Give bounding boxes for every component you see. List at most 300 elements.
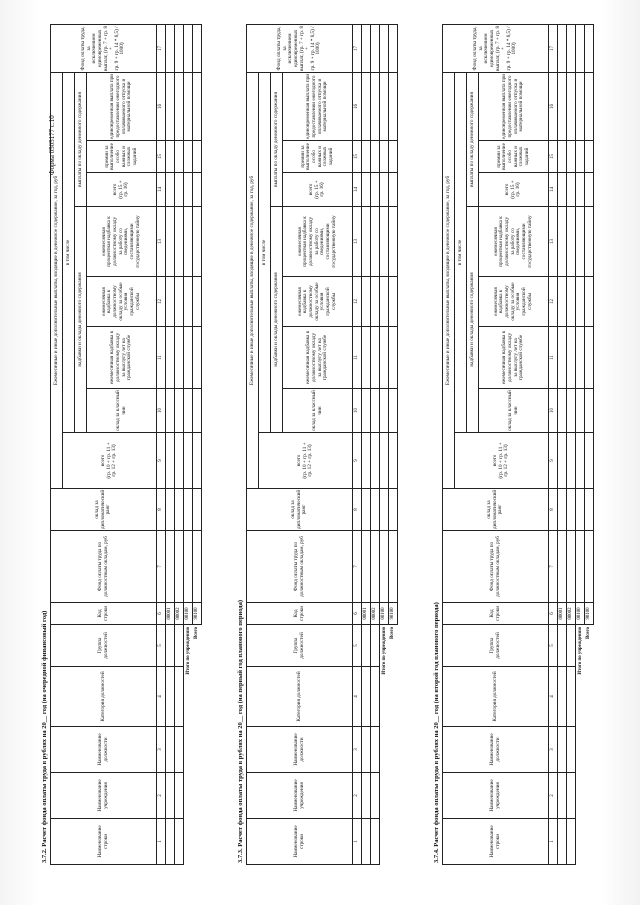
column-number: 9 [353,433,362,489]
data-cell[interactable] [558,667,567,727]
column-number: 15 [157,141,166,173]
data-cell[interactable] [371,173,380,207]
data-cell[interactable] [193,277,202,327]
column-header: Наименование должности [443,727,549,773]
column-header: ежемесячная процентная надбавка к должностному окладу за работу со сведениями, составляющими государственную тайну [283,207,353,277]
group-header: надбавки и оклады денежного содержания [467,207,479,433]
data-cell[interactable] [371,433,380,489]
total-row [389,24,398,864]
data-cell[interactable] [576,24,585,72]
section-title: 3.7.3. Расчет фонда оплаты труда в рублях на 20__ год (на первый год планового периода) [237,600,244,863]
column-number: 10 [353,389,362,433]
data-cell[interactable] [558,24,567,72]
data-cell[interactable] [184,72,193,140]
data-cell[interactable] [576,389,585,433]
data-cell[interactable] [371,773,380,819]
data-cell[interactable] [175,389,184,433]
total-row-label: Всего [390,627,396,639]
column-header: Фонд оплаты труда по должностным окладам, руб [247,531,353,603]
column-header: Наименование строки [443,819,549,865]
column-header: Фонд оплаты труда по должностным окладам, руб [51,531,157,603]
data-cell[interactable] [166,819,175,865]
data-cell[interactable] [585,327,594,389]
data-cell[interactable] [558,141,567,173]
fot-table [50,24,202,865]
column-header: всего (гр. 10 + гр. 11 + гр. 12 + гр. 13) [259,433,353,489]
data-cell[interactable] [567,327,576,389]
data-cell[interactable] [362,625,371,667]
data-cell[interactable] [389,173,398,207]
data-cell[interactable] [362,489,371,531]
data-cell[interactable] [576,277,585,327]
total-row-label: Всего [586,627,592,639]
fot-table [442,24,594,865]
data-cell[interactable] [558,389,567,433]
data-cell[interactable] [175,667,184,727]
column-header: Фонд оплаты труда по должностным окладам, руб [443,531,549,603]
data-cell[interactable] [166,277,175,327]
data-cell[interactable] [193,531,202,603]
section [432,25,594,865]
data-cell[interactable] [576,72,585,140]
data-cell[interactable] [371,389,380,433]
data-cell[interactable] [193,433,202,489]
data-cell[interactable] [567,819,576,865]
data-cell[interactable] [362,773,371,819]
column-number: 2 [353,773,362,819]
data-cell[interactable] [371,277,380,327]
column-header: оклад за классный чин [283,389,353,433]
data-cell[interactable] [585,207,594,277]
data-cell[interactable] [166,625,175,667]
data-cell[interactable] [585,72,594,140]
column-number: 12 [157,277,166,327]
data-cell[interactable] [175,173,184,207]
section [40,25,202,865]
row-code: 00001 [558,603,567,625]
data-cell[interactable] [362,327,371,389]
data-cell[interactable] [389,489,398,531]
data-cell[interactable] [585,24,594,72]
data-cell[interactable] [380,433,389,489]
column-header: единовременная выплата при предоставлении ежегодного оплачиваемого отпуска и материальной помощи [87,72,157,140]
data-cell[interactable] [371,667,380,727]
data-cell[interactable] [371,727,380,773]
data-cell[interactable] [558,277,567,327]
row-code: 00100 [380,603,389,625]
data-cell[interactable] [558,773,567,819]
row-code: 00100 [184,603,193,625]
data-cell[interactable] [193,489,202,531]
data-cell[interactable] [380,24,389,72]
column-number: 9 [549,433,558,489]
data-cell[interactable] [175,141,184,173]
column-header: Код строки [443,603,549,625]
data-cell[interactable] [585,173,594,207]
column-header: всего (гр. 15 + гр. 16) [283,173,353,207]
data-cell[interactable] [184,173,193,207]
column-header: всего (гр. 10 + гр. 11 + гр. 12 + гр. 13) [63,433,157,489]
column-header: всего (гр. 15 + гр. 16) [87,173,157,207]
table-row [558,24,567,864]
column-header: Группа должностей [247,625,353,667]
column-number: 7 [549,531,558,603]
column-number: 13 [549,207,558,277]
row-code: 00002 [567,603,576,625]
column-number: 3 [157,727,166,773]
group-header: Ежемесячные и иные дополнительные выплаты, входящие в денежное содержание, за год, руб [51,72,63,488]
data-cell[interactable] [576,531,585,603]
data-cell[interactable] [371,489,380,531]
subtotal-row [380,24,389,864]
group-header: в том числе [63,72,75,432]
data-cell[interactable] [585,531,594,603]
column-header: Категория должностей [443,667,549,727]
data-cell[interactable] [166,531,175,603]
data-cell[interactable] [567,667,576,727]
data-cell[interactable] [193,327,202,389]
column-header: ежемесячная надбавка к должностному окладу за особые условия гражданской службы [87,277,157,327]
row-code: 90100 [585,603,594,625]
data-cell[interactable] [362,667,371,727]
column-header: Фонд оплаты труда, за исключением единовременных выплат, (гр. 7 + гр. 8 + гр. 9 + гр. 14 * 8,5) / 1000) [443,24,549,72]
column-header: единовременная выплата при предоставлении ежегодного оплачиваемого отпуска и материальной помощи [479,72,549,140]
column-header: оклад за классный чин [479,389,549,433]
row-code: 00001 [362,603,371,625]
group-header: выплаты по окладу денежного содержания [271,72,283,206]
data-cell[interactable] [380,277,389,327]
group-header: Ежемесячные и иные дополнительные выплаты, входящие в денежное содержание, за год, руб [443,72,455,488]
subtotal-row-label: Итого по учреждению [185,627,191,675]
column-header: ежемесячная процентная надбавка к должностному окладу за работу со сведениями, составляющими государственную тайну [479,207,549,277]
data-cell[interactable] [166,72,175,140]
column-number: 17 [157,24,166,72]
subtotal-row [576,24,585,864]
data-cell[interactable] [558,327,567,389]
column-number: 12 [549,277,558,327]
column-number: 13 [157,207,166,277]
column-header: Фонд оплаты труда, за исключением единовременных выплат, (гр. 7 + гр. 8 + гр. 9 + гр. 14 * 8,5) / 1000) [51,24,157,72]
data-cell[interactable] [175,207,184,277]
data-cell[interactable] [193,72,202,140]
column-header: премии за выполнение особо важных и сложных заданий [479,141,549,173]
data-cell[interactable] [166,667,175,727]
data-cell[interactable] [184,433,193,489]
data-cell[interactable] [585,141,594,173]
column-header: Наименование учреждения [51,773,157,819]
data-cell[interactable] [166,173,175,207]
column-number: 16 [549,72,558,140]
data-cell[interactable] [380,72,389,140]
data-cell[interactable] [371,141,380,173]
data-cell[interactable] [193,24,202,72]
column-header: оклад за дипломатический ранг [51,489,157,531]
data-cell[interactable] [175,433,184,489]
data-cell[interactable] [362,727,371,773]
data-cell[interactable] [166,24,175,72]
column-header: ежемесячная надбавка к должностному окладу за особые условия гражданской службы [283,277,353,327]
column-header: оклад за классный чин [87,389,157,433]
data-cell[interactable] [389,389,398,433]
total-row-label: Всего [194,627,200,639]
data-cell[interactable] [362,173,371,207]
column-number: 11 [353,327,362,389]
data-cell[interactable] [389,24,398,72]
data-cell[interactable] [380,141,389,173]
data-cell[interactable] [175,773,184,819]
data-cell[interactable] [389,327,398,389]
column-header: Наименование должности [51,727,157,773]
data-cell[interactable] [380,389,389,433]
data-cell[interactable] [175,727,184,773]
column-header: ежемесячная надбавка к должностному окладу за выслугу лет на гражданской службе [87,327,157,389]
data-cell[interactable] [184,24,193,72]
data-cell[interactable] [166,207,175,277]
column-header: ежемесячная надбавка к должностному окладу за выслугу лет на гражданской службе [479,327,549,389]
column-number: 7 [353,531,362,603]
data-cell[interactable] [362,277,371,327]
column-number: 16 [157,72,166,140]
column-number: 9 [157,433,166,489]
data-cell[interactable] [576,173,585,207]
data-cell[interactable] [166,727,175,773]
data-cell[interactable] [193,207,202,277]
data-cell[interactable] [389,433,398,489]
row-code: 00001 [166,603,175,625]
column-number: 14 [549,173,558,207]
data-cell[interactable] [166,327,175,389]
column-number: 5 [549,625,558,667]
column-header: премии за выполнение особо важных и сложных заданий [283,141,353,173]
total-row [193,24,202,864]
data-cell[interactable] [567,207,576,277]
data-cell[interactable] [184,207,193,277]
column-header: Код строки [247,603,353,625]
data-cell[interactable] [175,277,184,327]
column-number: 11 [549,327,558,389]
column-number: 17 [549,24,558,72]
column-number: 1 [353,819,362,865]
column-header: Наименование учреждения [247,773,353,819]
data-cell[interactable] [585,389,594,433]
data-cell[interactable] [567,531,576,603]
column-number: 5 [353,625,362,667]
data-cell[interactable] [371,24,380,72]
data-cell[interactable] [362,433,371,489]
data-cell[interactable] [166,489,175,531]
data-cell[interactable] [175,489,184,531]
form-code: Форма 0505177 с.10 [48,115,56,175]
column-number: 8 [549,489,558,531]
data-cell[interactable] [389,277,398,327]
column-number: 4 [353,667,362,727]
column-number: 14 [353,173,362,207]
column-number: 6 [549,603,558,625]
data-cell[interactable] [184,531,193,603]
column-header: Группа должностей [443,625,549,667]
row-code: 00002 [175,603,184,625]
row-code: 90100 [193,603,202,625]
data-cell[interactable] [576,433,585,489]
data-cell[interactable] [567,141,576,173]
column-header: всего (гр. 15 + гр. 16) [479,173,549,207]
data-cell[interactable] [371,531,380,603]
column-number: 11 [157,327,166,389]
data-cell[interactable] [558,625,567,667]
column-number: 6 [353,603,362,625]
data-cell[interactable] [576,327,585,389]
column-number: 1 [157,819,166,865]
data-cell[interactable] [175,72,184,140]
data-cell[interactable] [371,207,380,277]
data-cell[interactable] [567,277,576,327]
data-cell[interactable] [166,389,175,433]
data-cell[interactable] [567,433,576,489]
data-cell[interactable] [558,72,567,140]
column-header: Наименование строки [51,819,157,865]
data-cell[interactable] [576,489,585,531]
column-number: 3 [549,727,558,773]
data-cell[interactable] [166,773,175,819]
data-cell[interactable] [576,141,585,173]
data-cell[interactable] [184,141,193,173]
data-cell[interactable] [166,433,175,489]
column-number: 10 [549,389,558,433]
data-cell[interactable] [567,489,576,531]
column-number: 1 [549,819,558,865]
row-code: 90100 [389,603,398,625]
data-cell[interactable] [362,24,371,72]
data-cell[interactable] [585,277,594,327]
column-number: 7 [157,531,166,603]
data-cell[interactable] [558,173,567,207]
column-number: 13 [353,207,362,277]
data-cell[interactable] [193,141,202,173]
table-row [567,24,576,864]
data-cell[interactable] [166,141,175,173]
section [236,25,398,865]
group-header: надбавки и оклады денежного содержания [271,207,283,433]
column-number: 2 [549,773,558,819]
data-cell[interactable] [362,141,371,173]
data-cell[interactable] [389,531,398,603]
data-cell[interactable] [558,433,567,489]
data-cell[interactable] [193,173,202,207]
rotated-page [40,25,640,865]
column-number: 2 [157,773,166,819]
table-row [175,24,184,864]
column-header: Категория должностей [51,667,157,727]
column-number: 4 [157,667,166,727]
data-cell[interactable] [558,207,567,277]
row-code: 00002 [371,603,380,625]
data-cell[interactable] [380,489,389,531]
data-cell[interactable] [175,24,184,72]
data-cell[interactable] [175,625,184,667]
column-number: 14 [157,173,166,207]
data-cell[interactable] [362,531,371,603]
data-cell[interactable] [585,433,594,489]
group-header: Ежемесячные и иные дополнительные выплаты, входящие в денежное содержание, за год, руб [247,72,259,488]
column-header: всего (гр. 10 + гр. 11 + гр. 12 + гр. 13) [455,433,549,489]
data-cell[interactable] [567,24,576,72]
data-cell[interactable] [184,327,193,389]
data-cell[interactable] [567,173,576,207]
column-header: Фонд оплаты труда, за исключением единовременных выплат, (гр. 7 + гр. 8 + гр. 9 + гр. 14 * 8,5) / 1000) [247,24,353,72]
column-header: Наименование должности [247,727,353,773]
table-row [362,24,371,864]
fot-table [246,24,398,865]
data-cell[interactable] [380,327,389,389]
column-number: 16 [353,72,362,140]
column-number: 8 [157,489,166,531]
column-number: 4 [549,667,558,727]
data-cell[interactable] [184,389,193,433]
total-row [585,24,594,864]
data-cell[interactable] [576,207,585,277]
data-cell[interactable] [193,389,202,433]
data-cell[interactable] [389,72,398,140]
data-cell[interactable] [558,531,567,603]
data-cell[interactable] [362,819,371,865]
data-cell[interactable] [175,531,184,603]
column-header: оклад за дипломатический ранг [443,489,549,531]
column-header: Наименование строки [247,819,353,865]
data-cell[interactable] [184,277,193,327]
group-header: в том числе [455,72,467,432]
data-cell[interactable] [175,327,184,389]
section-title: 3.7.4. Расчет фонда оплаты труда в рублях на 20__ год (на второй год планового периода) [433,602,440,863]
data-cell[interactable] [371,72,380,140]
data-cell[interactable] [558,489,567,531]
table-row [166,24,175,864]
data-cell[interactable] [362,207,371,277]
column-number: 10 [157,389,166,433]
data-cell[interactable] [567,72,576,140]
data-cell[interactable] [567,773,576,819]
column-number: 15 [549,141,558,173]
data-cell[interactable] [380,173,389,207]
group-header: надбавки и оклады денежного содержания [75,207,87,433]
column-number: 5 [157,625,166,667]
data-cell[interactable] [371,819,380,865]
data-cell[interactable] [585,489,594,531]
data-cell[interactable] [380,207,389,277]
data-cell[interactable] [371,625,380,667]
column-header: Категория должностей [247,667,353,727]
table-row [371,24,380,864]
subtotal-row-label: Итого по учреждению [381,627,387,675]
group-header: выплаты по окладу денежного содержания [467,72,479,206]
data-cell[interactable] [184,489,193,531]
data-cell[interactable] [371,327,380,389]
data-cell[interactable] [558,727,567,773]
data-cell[interactable] [558,819,567,865]
data-cell[interactable] [567,625,576,667]
column-header: Наименование учреждения [443,773,549,819]
data-cell[interactable] [567,727,576,773]
group-header: в том числе [259,72,271,432]
column-header: премии за выполнение особо важных и сложных заданий [87,141,157,173]
data-cell[interactable] [389,207,398,277]
data-cell[interactable] [389,141,398,173]
data-cell[interactable] [175,819,184,865]
data-cell[interactable] [567,389,576,433]
data-cell[interactable] [362,72,371,140]
column-header: ежемесячная процентная надбавка к должностному окладу за работу со сведениями, составляющими государственную тайну [87,207,157,277]
data-cell[interactable] [362,389,371,433]
data-cell[interactable] [380,531,389,603]
